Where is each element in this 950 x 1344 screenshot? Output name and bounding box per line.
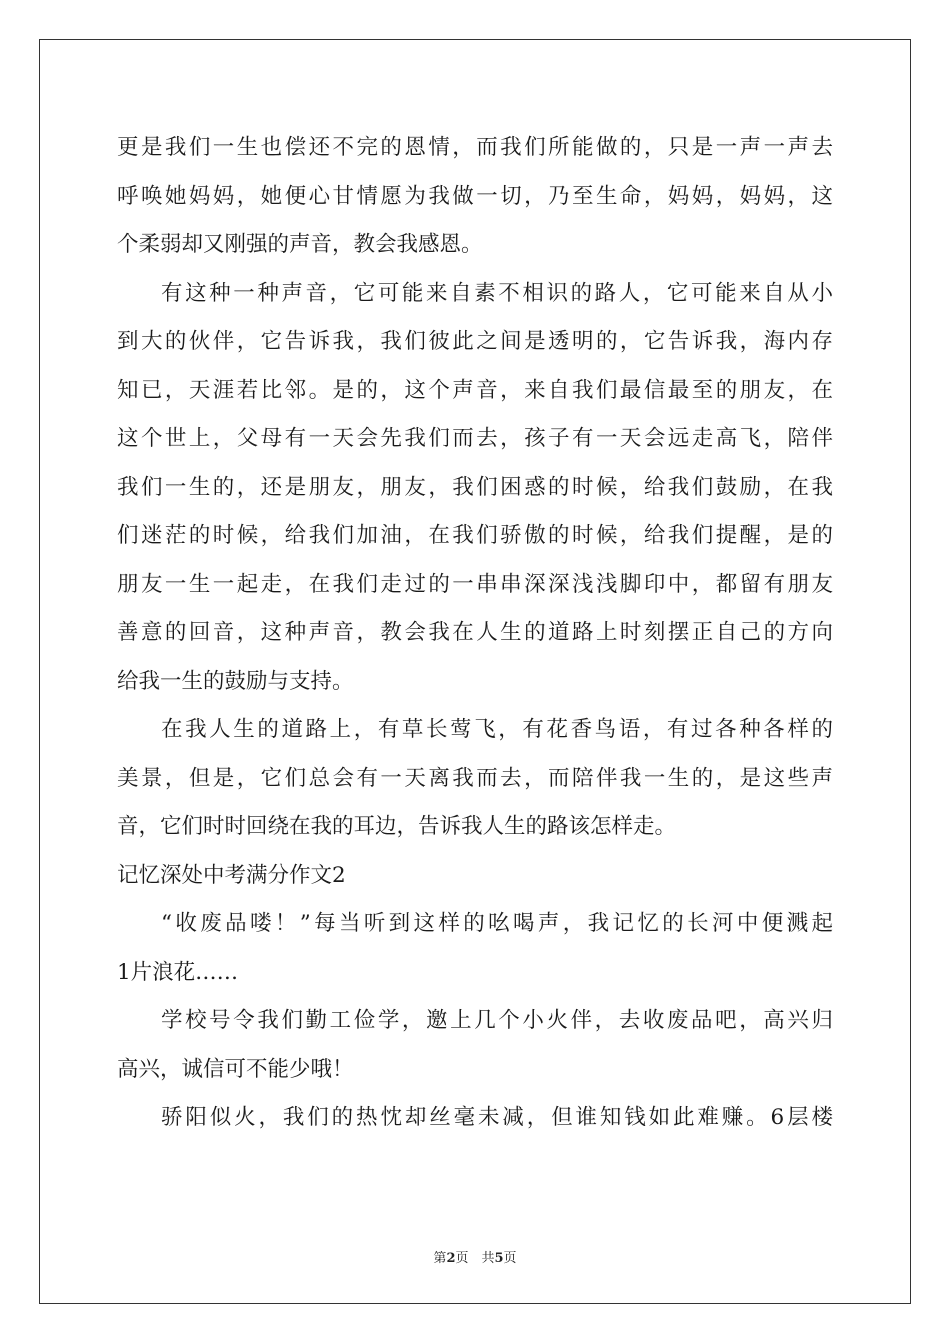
text-line: 个柔弱却又刚强的声音，教会我感恩。: [117, 232, 483, 257]
page-number: 2: [446, 1251, 456, 1266]
text-line: 朋友一生一起走，在我们走过的一串串深深浅浅脚印中，都留有朋友: [117, 571, 833, 597]
text-line: 善意的回音，这种声音，教会我在人生的道路上时刻摆正自己的方向: [117, 620, 833, 645]
footer-mid: 页 共: [455, 1251, 495, 1266]
text-line: 更是我们一生也偿还不完的恩情，而我们所能做的，只是一声一声去: [117, 135, 833, 160]
text-line: 美景，但是，它们总会有一天离我而去，而陪伴我一生的，是这些声: [117, 765, 833, 791]
text-line: 骄阳似火，我们的热忱却丝毫未减，但谁知钱如此难赚。6层楼: [161, 1105, 833, 1130]
text-line: “收废品喽！”每当听到这样的吆喝声，我记忆的长河中便溅起: [161, 911, 833, 936]
footer-suffix: 页: [503, 1251, 517, 1266]
text-line: 在我人生的道路上，有草长莺飞，有花香鸟语，有过各种各样的: [161, 717, 833, 742]
text-line: 给我一生的鼓励与支持。: [117, 668, 354, 694]
page-footer: [0, 1247, 950, 1266]
text-line: 们迷茫的时候，给我们加油，在我们骄傲的时候，给我们提醒，是的: [117, 523, 833, 548]
page-total: 5: [494, 1251, 504, 1266]
text-line: 我们一生的，还是朋友，朋友，我们困惑的时候，给我们鼓励，在我: [117, 474, 833, 500]
text-line: 有这种一种声音，它可能来自素不相识的路人，它可能来自从小: [161, 280, 833, 306]
text-line: 1片浪花……: [117, 959, 239, 985]
text-line: 这个世上，父母有一天会先我们而去，孩子有一天会远走高飞，陪伴: [117, 426, 833, 451]
document-body: [117, 124, 833, 1143]
text-line: 知已，天涯若比邻。是的，这个声音，来自我们最信最至的朋友，在: [117, 377, 833, 403]
footer-prefix: 第: [433, 1251, 447, 1266]
text-line: 到大的伙伴，它告诉我，我们彼此之间是透明的，它告诉我，海内存: [117, 329, 833, 354]
text-line: 学校号令我们勤工俭学，邀上几个小火伴，去收废品吧，高兴归: [161, 1008, 833, 1033]
text-line: 高兴，诚信可不能少哦！: [117, 1056, 354, 1082]
section-heading: 记忆深处中考满分作文2: [117, 862, 346, 888]
text-line: 呼唤她妈妈，她便心甘情愿为我做一切，乃至生命，妈妈，妈妈，这: [117, 183, 833, 209]
text-line: 音，它们时时回绕在我的耳边，告诉我人生的路该怎样走。: [117, 814, 677, 839]
